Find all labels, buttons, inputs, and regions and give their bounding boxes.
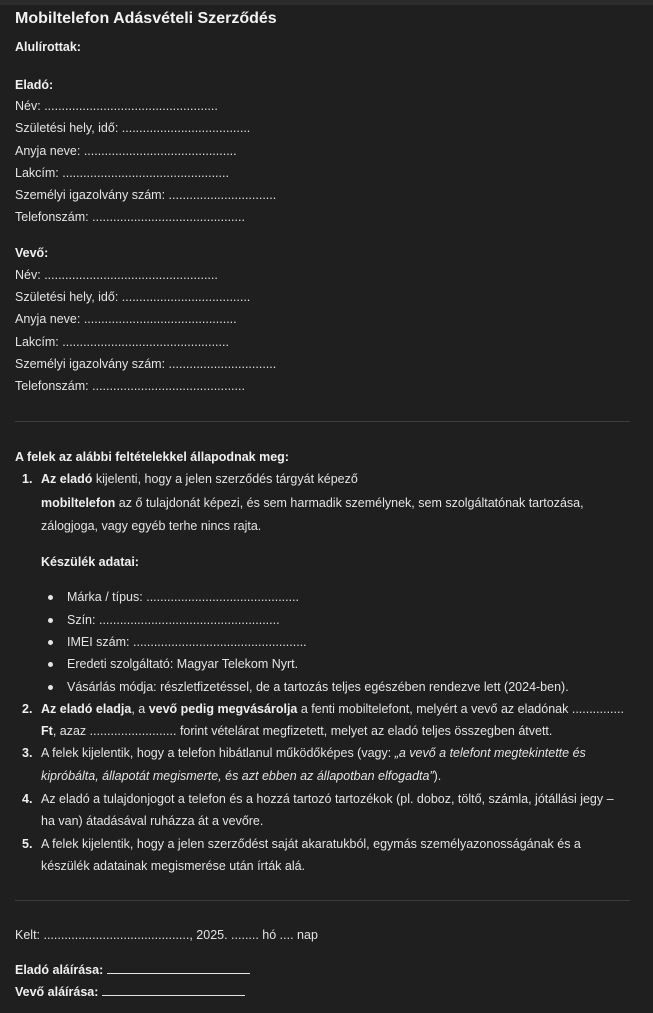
- document-title: Mobiltelefon Adásvételi Szerződés: [15, 10, 277, 27]
- seller-field-birth: Születési hely, idő: .....................................: [15, 121, 251, 135]
- term-number: 1.: [22, 472, 33, 486]
- blank-field[interactable]: ................................................: [62, 335, 229, 349]
- term-3-line-1: A felek kijelentik, hogy a telefon hibátlanul működőképes (vagy: „a vevő a telefont megtekintette és: [41, 746, 586, 760]
- device-item-color: Szín: ....................................................: [67, 613, 280, 627]
- term-5-line-2: készülék adatainak megismerése után írták alá.: [41, 859, 306, 873]
- bullet-icon: [48, 595, 53, 600]
- seller-field-id: Személyi igazolvány szám: ...............................: [15, 188, 277, 202]
- signature-line[interactable]: [107, 961, 250, 974]
- term-4-line-1: Az eladó a tulajdonjogot a telefon és a hozzá tartozó tartozékok (pl. doboz, töltő, számla, jótállási jegy –: [41, 792, 614, 806]
- term-1-line-2: mobiltelefon az ő tulajdonát képezi, és sem harmadik személynek, sem szolgáltatónak tartozása,: [41, 496, 584, 510]
- term-1-line-1: Az eladó kijelenti, hogy a jelen szerződés tárgyát képező: [41, 472, 358, 486]
- seller-field-name: Név: ..................................................: [15, 99, 218, 113]
- device-item-purchase: Vásárlás módja: részletfizetéssel, de a tartozás teljes egészében rendezve lett (2024-ben).: [67, 680, 569, 694]
- bullet-icon: [48, 662, 53, 667]
- seller-field-mother: Anyja neve: ............................................: [15, 144, 237, 158]
- seller-heading: Eladó:: [15, 78, 54, 92]
- seller-field-address: Lakcím: ................................................: [15, 166, 229, 180]
- seller-field-phone: Telefonszám: ............................................: [15, 210, 245, 224]
- term-number: 5.: [22, 837, 33, 851]
- buyer-field-mother: Anyja neve: ............................................: [15, 312, 237, 326]
- buyer-field-name: Név: ..................................................: [15, 268, 218, 282]
- blank-field[interactable]: .....................................: [121, 290, 251, 304]
- blank-field[interactable]: .........................: [89, 724, 177, 738]
- blank-field[interactable]: ..................................................: [44, 268, 218, 282]
- term-number: 3.: [22, 746, 33, 760]
- date-line[interactable]: Kelt: .........................................., 2025. ........ hó .... nap: [15, 928, 318, 942]
- term-1-line-3: zálogjoga, vagy egyéb terhe nincs rajta.: [41, 519, 262, 533]
- bullet-icon: [48, 685, 53, 690]
- blank-field[interactable]: ............................................: [92, 210, 245, 224]
- term-number: 2.: [22, 702, 33, 716]
- bullet-icon: [48, 640, 53, 645]
- term-3-line-2: kipróbálta, állapotát megismerte, és azt ebben az állapotban elfogadta”).: [41, 769, 442, 783]
- buyer-signature: Vevő aláírása:: [15, 983, 245, 1001]
- blank-field[interactable]: ....................................................: [98, 613, 280, 627]
- buyer-heading: Vevő:: [15, 246, 49, 260]
- buyer-field-address: Lakcím: ................................................: [15, 335, 229, 349]
- bullet-icon: [48, 618, 53, 623]
- blank-field[interactable]: ...............................: [168, 188, 277, 202]
- divider: [15, 900, 630, 901]
- buyer-field-phone: Telefonszám: ............................................: [15, 379, 245, 393]
- device-item-imei: IMEI szám: ..................................................: [67, 635, 307, 649]
- blank-field[interactable]: ...............................: [168, 357, 277, 371]
- blank-field[interactable]: ................................................: [62, 166, 229, 180]
- device-item-brand: Márka / típus: ............................................: [67, 590, 300, 604]
- top-bar: [0, 0, 653, 5]
- blank-field[interactable]: .....................................: [121, 121, 251, 135]
- blank-field[interactable]: ............................................: [83, 312, 237, 326]
- blank-field[interactable]: ............................................: [146, 590, 300, 604]
- term-number: 4.: [22, 792, 33, 806]
- intro-text: Alulírottak:: [15, 40, 81, 54]
- seller-signature: Eladó aláírása:: [15, 961, 250, 979]
- term-5-line-1: A felek kijelentik, hogy a jelen szerződést saját akaratukból, egymás személyazonosságának és a: [41, 837, 581, 851]
- blank-field[interactable]: ..................................................: [133, 635, 307, 649]
- term-2-line-1: Az eladó eladja, a vevő pedig megvásárolja a fenti mobiltelefont, melyért a vevő az eladónak ...............: [41, 702, 624, 716]
- blank-field[interactable]: ...............: [571, 702, 624, 716]
- buyer-field-id: Személyi igazolvány szám: ...............................: [15, 357, 277, 371]
- device-heading: Készülék adatai:: [41, 555, 139, 569]
- signature-line[interactable]: [102, 983, 245, 996]
- term-2-line-2: Ft, azaz ......................... forint vételárat megfizetett, melyet az eladó teljes összegben átvett.: [41, 724, 553, 738]
- blank-field[interactable]: ............................................: [83, 144, 237, 158]
- term-4-line-2: ha van) átadásával ruházza át a vevőre.: [41, 814, 264, 828]
- blank-field[interactable]: ............................................: [92, 379, 245, 393]
- device-item-provider: Eredeti szolgáltató: Magyar Telekom Nyrt.: [67, 657, 299, 671]
- terms-heading: A felek az alábbi feltételekkel állapodnak meg:: [15, 450, 289, 464]
- divider: [15, 421, 630, 422]
- buyer-field-birth: Születési hely, idő: .....................................: [15, 290, 251, 304]
- blank-field[interactable]: ..................................................: [44, 99, 218, 113]
